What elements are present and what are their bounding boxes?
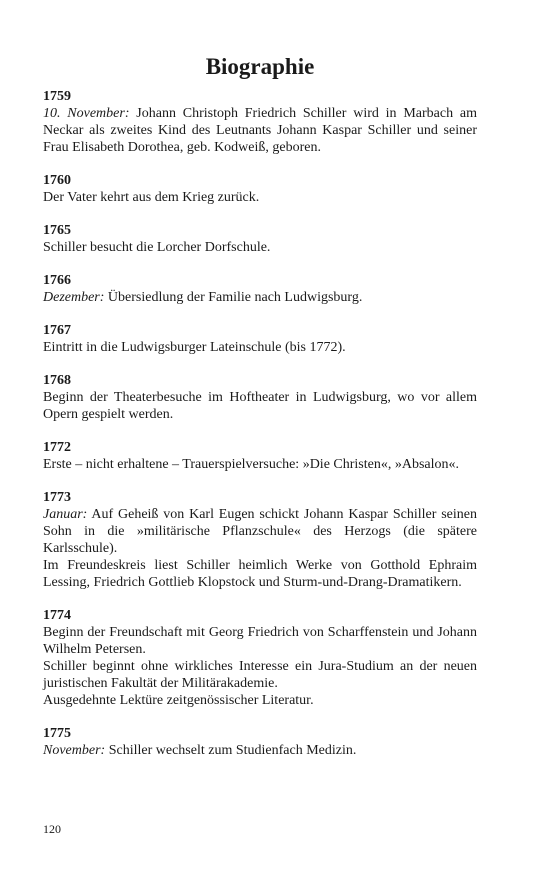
entry-text xyxy=(43,456,477,473)
entry-year: 1775 xyxy=(43,726,71,741)
entry-body: Beginn der Freundschaft mit Georg Friedrich von Scharffenstein und Johann Wilhelm Petersen. xyxy=(43,625,477,657)
entry-body: Ausgedehnte Lektüre zeitgenössischer Literatur. xyxy=(43,693,314,708)
entry-text xyxy=(43,105,477,156)
entry-body: Erste – nicht erhaltene – Trauerspielversuche: »Die Christen«, »Absalon«. xyxy=(43,457,460,472)
entry-year: 1765 xyxy=(43,223,71,238)
year-entry xyxy=(43,172,477,206)
entry-year: 1766 xyxy=(43,273,71,288)
entry-text xyxy=(43,506,477,557)
entry-body: Der Vater kehrt aus dem Krieg zurück. xyxy=(43,190,260,205)
page-number: 120 xyxy=(43,822,61,836)
biography-page xyxy=(43,52,477,775)
year-entry xyxy=(43,725,477,759)
date-lead: 10. November: xyxy=(43,106,130,121)
year-entry xyxy=(43,272,477,306)
year-entry xyxy=(43,222,477,256)
entry-text xyxy=(43,557,477,591)
entry-text xyxy=(43,189,477,206)
entry-body: Schiller besucht die Lorcher Dorfschule. xyxy=(43,240,271,255)
entry-text xyxy=(43,239,477,256)
entry-year: 1772 xyxy=(43,440,71,455)
entry-year: 1768 xyxy=(43,373,71,388)
entry-body: Beginn der Theaterbesuche im Hoftheater in Ludwigsburg, wo vor allem Opern gespielt werden. xyxy=(43,390,477,422)
entry-text xyxy=(43,658,477,692)
entry-body: Im Freundeskreis liest Schiller heimlich Werke von Gotthold Ephraim Lessing, Friedrich Gottlieb Klopstock und Sturm-und-Drang-Dramatikern. xyxy=(43,558,477,590)
entry-text xyxy=(43,742,477,759)
year-entry xyxy=(43,372,477,423)
entry-year: 1759 xyxy=(43,89,71,104)
entry-text xyxy=(43,289,477,306)
entry-body: Auf Geheiß von Karl Eugen schickt Johann Kaspar Schiller seinen Sohn in die »militärische Pflanzschule« des Herzogs (die spätere Karlsschule). xyxy=(43,507,477,556)
page-title: Biographie xyxy=(205,54,315,79)
year-entry xyxy=(43,439,477,473)
entry-body: Schiller beginnt ohne wirkliches Interesse ein Jura-Studium an der neuen juristischen Fakultät der Militärakademie. xyxy=(43,659,477,691)
date-lead: Januar: xyxy=(43,507,88,522)
entry-body: Übersiedlung der Familie nach Ludwigsburg. xyxy=(104,290,363,305)
entry-year: 1773 xyxy=(43,490,71,505)
date-lead: November: xyxy=(43,743,106,758)
year-entry xyxy=(43,88,477,156)
year-entry xyxy=(43,607,477,709)
year-entry xyxy=(43,489,477,591)
entry-body: Johann Christoph Friedrich Schiller wird in Marbach am Neckar als zweites Kind des Leutnants Johann Kaspar Schiller und seiner Frau Elisabeth Dorothea, geb. Kodweiß, geboren. xyxy=(43,106,477,155)
entry-year: 1774 xyxy=(43,608,71,623)
entry-year: 1760 xyxy=(43,173,71,188)
entry-text xyxy=(43,389,477,423)
entry-text xyxy=(43,339,477,356)
entry-body: Eintritt in die Ludwigsburger Lateinschule (bis 1772). xyxy=(43,340,346,355)
entry-text xyxy=(43,692,477,709)
entry-list xyxy=(43,88,477,759)
entry-text xyxy=(43,624,477,658)
entry-body: Schiller wechselt zum Studienfach Medizin. xyxy=(105,743,357,758)
date-lead: Dezember: xyxy=(43,290,105,305)
entry-year: 1767 xyxy=(43,323,71,338)
year-entry xyxy=(43,322,477,356)
